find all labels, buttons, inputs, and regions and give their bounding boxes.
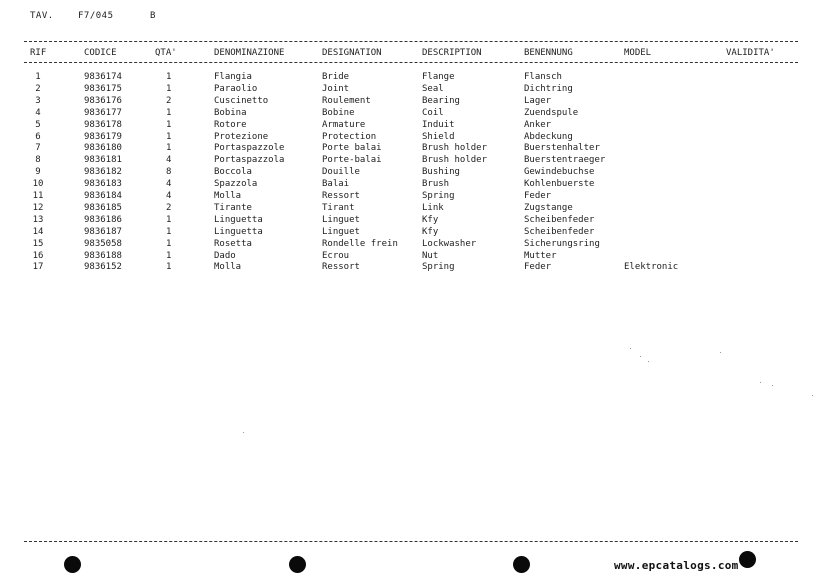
cell-rif: 16 — [32, 250, 44, 261]
cell-benennung: Feder — [524, 191, 552, 201]
cell-description: Spring — [422, 262, 455, 273]
cell-benennung: Scheibenfeder — [524, 214, 595, 225]
scan-speck — [630, 348, 631, 349]
cell-qta: 1 — [166, 107, 172, 118]
cell-model: Elektronic — [624, 262, 679, 273]
cell-benennung: Feder — [524, 262, 552, 273]
cell-qta: 4 — [166, 155, 172, 166]
tav-code: F7/045 — [78, 11, 114, 21]
scan-speck — [772, 385, 773, 386]
cell-description: Seal — [422, 83, 444, 94]
cell-rif: 5 — [35, 119, 41, 130]
cell-designation: Douille — [322, 167, 360, 178]
cell-codice: 9836183 — [84, 179, 122, 190]
cell-rif: 6 — [35, 131, 41, 142]
cell-denominazione: Tirante — [214, 202, 252, 213]
cell-codice: 9836175 — [84, 83, 122, 94]
cell-qta: 1 — [166, 250, 172, 261]
cell-description: Kfy — [422, 214, 439, 225]
cell-benennung: Anker — [524, 119, 552, 130]
cell-denominazione: Cuscinetto — [214, 95, 269, 106]
cell-description: Brush — [422, 179, 450, 190]
cell-qta: 1 — [166, 238, 172, 249]
cell-denominazione: Molla — [214, 262, 242, 273]
cell-designation: Balai — [322, 179, 350, 190]
cell-description: Bearing — [422, 95, 460, 106]
table-row — [0, 261, 826, 273]
cell-benennung: Abdeckung — [524, 131, 573, 142]
scan-speck — [243, 432, 244, 433]
cell-description: Brush holder — [422, 155, 488, 166]
cell-codice: 9835058 — [84, 238, 122, 249]
cell-codice: 9836181 — [84, 155, 122, 166]
cell-denominazione: Flangia — [214, 72, 252, 82]
cell-description: Lockwasher — [422, 238, 477, 249]
cell-benennung: Zugstange — [524, 202, 573, 213]
cell-rif: 11 — [32, 191, 44, 201]
col-model: MODEL — [624, 48, 652, 58]
cell-qta: 1 — [166, 262, 172, 273]
cell-codice: 9836180 — [84, 143, 122, 154]
table-row — [0, 166, 826, 178]
cell-designation: Ressort — [322, 262, 360, 273]
cell-designation: Linguet — [322, 226, 360, 237]
cell-codice: 9836184 — [84, 191, 122, 201]
cell-qta: 4 — [166, 179, 172, 190]
cell-denominazione: Portaspazzola — [214, 155, 285, 166]
cell-designation: Bride — [322, 72, 350, 82]
col-qta: QTA' — [155, 48, 177, 58]
cell-denominazione: Rotore — [214, 119, 247, 130]
cell-designation: Ecrou — [322, 250, 350, 261]
cell-designation: Tirant — [322, 202, 355, 213]
top-rule — [24, 41, 798, 42]
table-row — [0, 107, 826, 119]
cell-qta: 1 — [166, 214, 172, 225]
cell-rif: 17 — [32, 262, 44, 273]
cell-denominazione: Linguetta — [214, 226, 263, 237]
cell-codice: 9836178 — [84, 119, 122, 130]
cell-description: Shield — [422, 131, 455, 142]
cell-description: Coil — [422, 107, 444, 118]
cell-rif: 3 — [35, 95, 41, 106]
cell-description: Flange — [422, 72, 455, 82]
cell-codice: 9836174 — [84, 72, 122, 82]
cell-benennung: Kohlenbuerste — [524, 179, 595, 190]
watermark-url: www.epcatalogs.com — [614, 559, 739, 572]
cell-rif: 14 — [32, 226, 44, 237]
cell-codice: 9836179 — [84, 131, 122, 142]
cell-qta: 1 — [166, 143, 172, 154]
punch-hole-3 — [513, 556, 530, 573]
table-row — [0, 154, 826, 166]
scan-speck — [720, 352, 721, 353]
cell-designation: Joint — [322, 83, 350, 94]
cell-qta: 1 — [166, 226, 172, 237]
header-rule — [24, 62, 798, 63]
tav-label: TAV. — [30, 11, 54, 21]
col-description: DESCRIPTION — [422, 48, 482, 58]
table-row — [0, 71, 826, 83]
cell-rif: 4 — [35, 107, 41, 118]
table-row — [0, 190, 826, 202]
col-benennung: BENENNUNG — [524, 48, 573, 58]
col-designation: DESIGNATION — [322, 48, 382, 58]
table-row — [0, 178, 826, 190]
cell-qta: 1 — [166, 119, 172, 130]
cell-codice: 9836186 — [84, 214, 122, 225]
scan-speck — [760, 382, 761, 383]
cell-description: Nut — [422, 250, 439, 261]
scan-speck — [640, 356, 641, 357]
cell-rif: 15 — [32, 238, 44, 249]
table-row — [0, 95, 826, 107]
cell-description: Link — [422, 202, 444, 213]
table-row — [0, 214, 826, 226]
cell-description: Bushing — [422, 167, 460, 178]
bottom-rule — [24, 541, 798, 542]
cell-description: Kfy — [422, 226, 439, 237]
col-codice: CODICE — [84, 48, 117, 58]
cell-benennung: Buerstenhalter — [524, 143, 600, 154]
punch-hole-1 — [64, 556, 81, 573]
cell-rif: 13 — [32, 214, 44, 225]
table-row — [0, 250, 826, 262]
table-row — [0, 142, 826, 154]
cell-rif: 8 — [35, 155, 41, 166]
cell-codice: 9836177 — [84, 107, 122, 118]
punch-hole-2 — [289, 556, 306, 573]
cell-codice: 9836152 — [84, 262, 122, 273]
cell-qta: 2 — [166, 95, 172, 106]
cell-denominazione: Portaspazzole — [214, 143, 285, 154]
cell-qta: 1 — [166, 131, 172, 142]
cell-codice: 9836176 — [84, 95, 122, 106]
cell-benennung: Flansch — [524, 72, 562, 82]
table-row — [0, 131, 826, 143]
cell-rif: 9 — [35, 167, 41, 178]
cell-designation: Rondelle frein — [322, 238, 398, 249]
cell-denominazione: Molla — [214, 191, 242, 201]
col-denominazione: DENOMINAZIONE — [214, 48, 285, 58]
cell-designation: Bobine — [322, 107, 355, 118]
cell-codice: 9836188 — [84, 250, 122, 261]
cell-benennung: Lager — [524, 95, 552, 106]
cell-benennung: Dichtring — [524, 83, 573, 94]
cell-qta: 2 — [166, 202, 172, 213]
tav-letter: B — [150, 11, 156, 21]
cell-designation: Ressort — [322, 191, 360, 201]
cell-denominazione: Paraolio — [214, 83, 258, 94]
table-row — [0, 83, 826, 95]
scan-speck — [648, 361, 649, 362]
cell-benennung: Buerstentraeger — [524, 155, 606, 166]
col-rif: RIF — [30, 48, 47, 58]
cell-qta: 4 — [166, 191, 172, 201]
cell-designation: Armature — [322, 119, 366, 130]
cell-designation: Porte-balai — [322, 155, 382, 166]
cell-rif: 7 — [35, 143, 41, 154]
cell-description: Spring — [422, 191, 455, 201]
table-row — [0, 119, 826, 131]
cell-designation: Porte balai — [322, 143, 382, 154]
scan-speck — [812, 395, 813, 396]
cell-denominazione: Rosetta — [214, 238, 252, 249]
punch-hole-4 — [739, 551, 756, 568]
cell-designation: Protection — [322, 131, 377, 142]
column-header-row — [0, 47, 826, 59]
cell-rif: 12 — [32, 202, 44, 213]
cell-denominazione: Bobina — [214, 107, 247, 118]
cell-denominazione: Spazzola — [214, 179, 258, 190]
cell-designation: Linguet — [322, 214, 360, 225]
cell-denominazione: Dado — [214, 250, 236, 261]
cell-qta: 8 — [166, 167, 172, 178]
cell-designation: Roulement — [322, 95, 371, 106]
cell-denominazione: Linguetta — [214, 214, 263, 225]
cell-benennung: Zuendspule — [524, 107, 579, 118]
cell-qta: 1 — [166, 72, 172, 82]
col-validita: VALIDITA' — [726, 48, 775, 58]
cell-denominazione: Boccola — [214, 167, 252, 178]
cell-denominazione: Protezione — [214, 131, 269, 142]
cell-codice: 9836187 — [84, 226, 122, 237]
table-row — [0, 202, 826, 214]
cell-benennung: Mutter — [524, 250, 557, 261]
cell-rif: 10 — [32, 179, 44, 190]
table-row — [0, 226, 826, 238]
cell-benennung: Sicherungsring — [524, 238, 600, 249]
cell-codice: 9836182 — [84, 167, 122, 178]
cell-benennung: Gewindebuchse — [524, 167, 595, 178]
cell-description: Induit — [422, 119, 455, 130]
cell-rif: 1 — [35, 72, 41, 82]
cell-qta: 1 — [166, 83, 172, 94]
cell-rif: 2 — [35, 83, 41, 94]
table-row — [0, 238, 826, 250]
cell-description: Brush holder — [422, 143, 488, 154]
cell-codice: 9836185 — [84, 202, 122, 213]
cell-benennung: Scheibenfeder — [524, 226, 595, 237]
